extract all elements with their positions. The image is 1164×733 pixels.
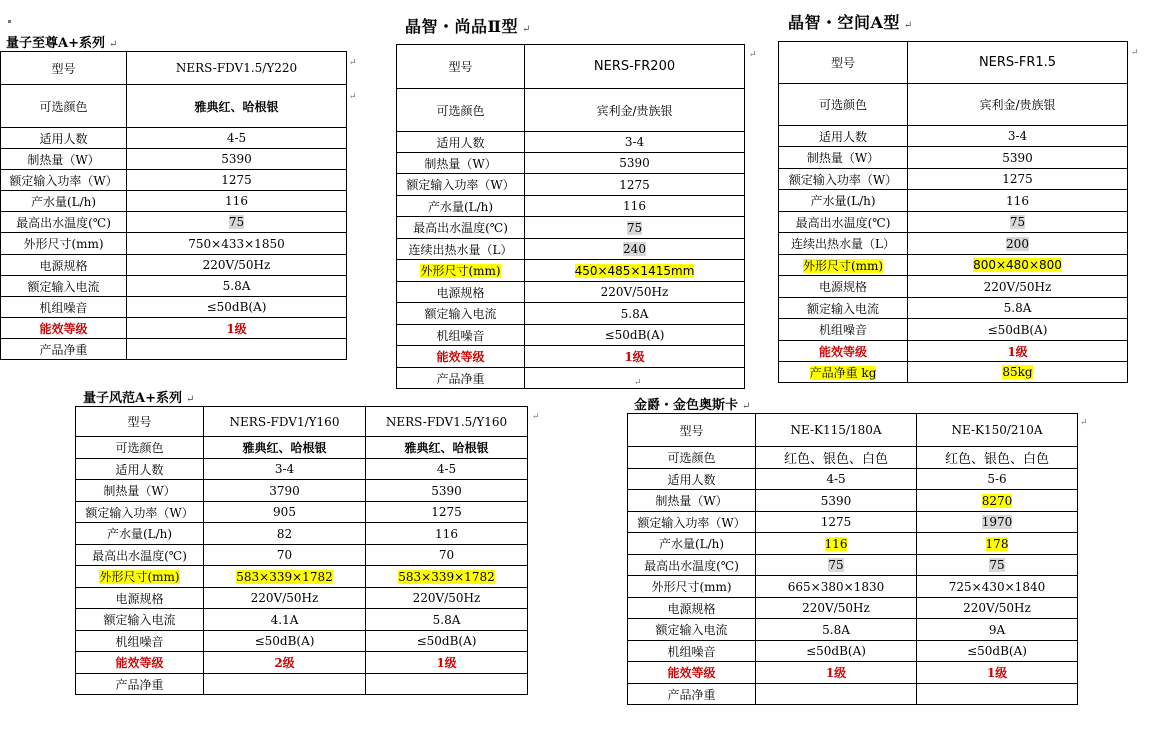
- cell: 3790: [204, 480, 366, 502]
- cell: 5390: [127, 149, 347, 170]
- row-label: 额定输入电流: [779, 298, 908, 319]
- row-label: 机组噪音: [1, 297, 127, 318]
- table-row: [76, 674, 528, 695]
- cell: NERS-FDV1.5/Y220: [127, 52, 347, 85]
- row-label: 制热量（W）: [628, 490, 756, 512]
- cell: [908, 212, 1128, 233]
- row-label-text: 产品净重 kg: [809, 365, 877, 380]
- row-label: 额定输入功率（W）: [76, 502, 204, 523]
- cell: [525, 217, 745, 239]
- table-row: [76, 407, 528, 437]
- cell: 5.8A: [756, 619, 917, 641]
- cell: [204, 566, 366, 588]
- cell: 5390: [908, 147, 1128, 169]
- table2-title: 晶智・尚品Ⅱ型 ↵: [405, 17, 531, 36]
- row-label: 外形尺寸(mm): [1, 233, 127, 255]
- table-row: [397, 153, 745, 174]
- row-label: 可选颜色: [76, 437, 204, 459]
- cell: 220V/50Hz: [204, 588, 366, 609]
- cell: 116: [908, 190, 1128, 212]
- row-label: 额定输入功率（W）: [397, 174, 525, 196]
- paragraph-mark-icon: ↵: [349, 92, 357, 102]
- table-row: [779, 319, 1128, 341]
- table-row: [1, 85, 347, 128]
- cell: [908, 233, 1128, 255]
- table-row: [1, 255, 347, 276]
- row-label: 产水量(L/h): [628, 533, 756, 555]
- row-label: 电源规格: [779, 276, 908, 298]
- row-label: 适用人数: [1, 128, 127, 149]
- row-label: 适用人数: [397, 132, 525, 153]
- cell: [127, 339, 347, 360]
- cell: NE-K115/180A: [756, 414, 917, 447]
- cell: 5.8A: [127, 276, 347, 297]
- cell: [756, 684, 917, 705]
- table-row: [628, 555, 1078, 576]
- cell: ≤50dB(A): [127, 297, 347, 318]
- paragraph-mark-icon: ↵: [1131, 48, 1139, 58]
- cell: [366, 566, 528, 588]
- table-row: [779, 190, 1128, 212]
- paragraph-mark-icon: ↵: [749, 50, 757, 60]
- table4: [75, 406, 527, 692]
- row-label: 额定输入功率（W）: [779, 169, 908, 190]
- cell: [204, 674, 366, 695]
- table-row: [76, 631, 528, 652]
- table-row: [779, 255, 1128, 276]
- row-label: [76, 566, 204, 588]
- table-row: [397, 260, 745, 282]
- cell: ≤50dB(A): [366, 631, 528, 652]
- cell: 905: [204, 502, 366, 523]
- table-row: [779, 126, 1128, 147]
- cell: 5.8A: [525, 303, 745, 325]
- cell: 1275: [366, 502, 528, 523]
- table5-title: 金爵・金色奥斯卡 ↵: [634, 398, 751, 413]
- row-label: 可选颜色: [628, 447, 756, 469]
- table-row: [76, 588, 528, 609]
- table-row: [397, 346, 745, 368]
- table1: [0, 51, 346, 357]
- cell: 725×430×1840: [917, 576, 1078, 598]
- table-row: [1, 128, 347, 149]
- cell: NERS-FR1.5: [908, 42, 1128, 84]
- row-label: 能效等级: [779, 341, 908, 362]
- row-label: 额定输入电流: [397, 303, 525, 325]
- cell: 3-4: [525, 132, 745, 153]
- row-label: [779, 255, 908, 276]
- cell: NERS-FDV1/Y160: [204, 407, 366, 437]
- table-row: [1, 276, 347, 297]
- table-row: [628, 598, 1078, 619]
- cell: [366, 674, 528, 695]
- row-label: [397, 260, 525, 282]
- table-row: [628, 576, 1078, 598]
- row-label: 产品净重: [397, 368, 525, 389]
- paragraph-mark-icon: ↵: [1080, 418, 1088, 428]
- cell: 1275: [525, 174, 745, 196]
- cell: 220V/50Hz: [756, 598, 917, 619]
- table-row: [76, 502, 528, 523]
- table-row: [76, 437, 528, 459]
- table-row: [397, 239, 745, 260]
- cell: 220V/50Hz: [525, 282, 745, 303]
- row-label: 机组噪音: [397, 325, 525, 346]
- cell: [525, 260, 745, 282]
- row-label: 额定输入电流: [1, 276, 127, 297]
- table4-title: 量子风范A+系列 ↵: [83, 391, 195, 406]
- row-label: 最高出水温度(℃): [779, 212, 908, 233]
- row-label: 产水量(L/h): [76, 523, 204, 545]
- cell: 1级: [908, 341, 1128, 362]
- cell-value: 178: [985, 536, 1009, 551]
- cell: NERS-FDV1.5/Y160: [366, 407, 528, 437]
- table-row: [397, 132, 745, 153]
- table-row: [397, 368, 745, 389]
- cell: 1级: [127, 318, 347, 339]
- cell: 70: [204, 545, 366, 566]
- table-row: [1, 52, 347, 85]
- cell: 雅典红、哈根银: [127, 85, 347, 128]
- table-row: [628, 533, 1078, 555]
- table-row: [1, 233, 347, 255]
- cell: [525, 239, 745, 260]
- row-label: 型号: [76, 407, 204, 437]
- table-row: [628, 684, 1078, 705]
- cell: [917, 684, 1078, 705]
- table-row: [397, 303, 745, 325]
- row-label: 可选颜色: [397, 89, 525, 132]
- row-label: 适用人数: [628, 469, 756, 490]
- cell-value: 1970: [981, 515, 1013, 529]
- row-label: 适用人数: [779, 126, 908, 147]
- cell: NE-K150/210A: [917, 414, 1078, 447]
- table-row: [76, 652, 528, 674]
- row-label: 制热量（W）: [1, 149, 127, 170]
- cell: 红色、银色、白色: [756, 447, 917, 469]
- cell: ≤50dB(A): [908, 319, 1128, 341]
- cell: [917, 512, 1078, 533]
- row-label-text: 外形尺寸(mm): [99, 570, 180, 584]
- cell-value: 75: [1009, 215, 1026, 229]
- cell: 750×433×1850: [127, 233, 347, 255]
- cell: 3-4: [204, 459, 366, 480]
- row-label: 可选颜色: [1, 85, 127, 128]
- row-label: 制热量（W）: [779, 147, 908, 169]
- cell: 116: [366, 523, 528, 545]
- cell: NERS-FR200: [525, 45, 745, 89]
- table-row: [628, 641, 1078, 662]
- table-row: [779, 298, 1128, 319]
- cell: 4-5: [127, 128, 347, 149]
- row-label: 最高出水温度(℃): [76, 545, 204, 566]
- table-row: [628, 619, 1078, 641]
- row-label: 机组噪音: [779, 319, 908, 341]
- table-row: [76, 609, 528, 631]
- table-row: [397, 174, 745, 196]
- table-row: [76, 459, 528, 480]
- cell-value: 75: [626, 220, 643, 235]
- table-row: [76, 545, 528, 566]
- cell: 220V/50Hz: [908, 276, 1128, 298]
- cell: 5390: [756, 490, 917, 512]
- row-label: 能效等级: [1, 318, 127, 339]
- row-label: 型号: [397, 45, 525, 89]
- table-row: [76, 523, 528, 545]
- cell: 3-4: [908, 126, 1128, 147]
- row-label-text: 外形尺寸(mm): [802, 258, 884, 273]
- table-row: [628, 469, 1078, 490]
- row-label: 额定输入功率（W）: [628, 512, 756, 533]
- cell: 665×380×1830: [756, 576, 917, 598]
- cell-value: 583×339×1782: [398, 569, 495, 584]
- row-label: 型号: [1, 52, 127, 85]
- row-label: 产水量(L/h): [397, 196, 525, 217]
- row-label: 能效等级: [397, 346, 525, 368]
- row-label: 能效等级: [628, 662, 756, 684]
- cell: 1级: [366, 652, 528, 674]
- cell: ≤50dB(A): [204, 631, 366, 652]
- cell: [756, 533, 917, 555]
- row-label: 产品净重: [628, 684, 756, 705]
- cell-value: 450×485×1415mm: [574, 263, 695, 278]
- cell-value: 240: [623, 242, 646, 256]
- cell: 1级: [917, 662, 1078, 684]
- table-row: [779, 212, 1128, 233]
- cell-value: 75: [989, 558, 1005, 572]
- cell: 220V/50Hz: [127, 255, 347, 276]
- row-label: 产品净重: [1, 339, 127, 360]
- cell-value: 116: [824, 536, 848, 551]
- table-row: [779, 233, 1128, 255]
- paragraph-mark-icon: ↵: [349, 58, 357, 68]
- cell: 4-5: [756, 469, 917, 490]
- table-row: [1, 297, 347, 318]
- row-label: [779, 362, 908, 383]
- row-label-text: 外形尺寸(mm): [420, 264, 501, 278]
- cell: 5-6: [917, 469, 1078, 490]
- cell: 宾利金/贵族银: [525, 89, 745, 132]
- row-label: 可选颜色: [779, 84, 908, 126]
- cell: 1275: [756, 512, 917, 533]
- row-label: 制热量（W）: [397, 153, 525, 174]
- cell: 1级: [525, 346, 745, 368]
- anchor-dot-icon: [8, 20, 11, 23]
- row-label: 额定输入电流: [628, 619, 756, 641]
- table-row: [1, 149, 347, 170]
- row-label: 能效等级: [76, 652, 204, 674]
- cell: 116: [127, 191, 347, 212]
- cell-value: 85kg: [1002, 365, 1033, 379]
- row-label: 连续出热水量（L）: [397, 239, 525, 260]
- table-row: [1, 339, 347, 360]
- table5: [627, 413, 1077, 702]
- table-row: [779, 147, 1128, 169]
- paragraph-mark-icon: ↵: [532, 412, 540, 422]
- table-row: [628, 662, 1078, 684]
- cell: [917, 555, 1078, 576]
- row-label: 型号: [628, 414, 756, 447]
- cell: 70: [366, 545, 528, 566]
- table-row: [779, 169, 1128, 190]
- table-row: [76, 480, 528, 502]
- cell-value: 75: [228, 215, 245, 229]
- table-row: [779, 276, 1128, 298]
- cell: 红色、银色、白色: [917, 447, 1078, 469]
- row-label: 机组噪音: [76, 631, 204, 652]
- cell-value: 8270: [981, 493, 1013, 508]
- row-label: 最高出水温度(℃): [1, 212, 127, 233]
- row-label: 连续出热水量（L）: [779, 233, 908, 255]
- table-row: [628, 490, 1078, 512]
- table-row: [397, 196, 745, 217]
- table-row: [397, 282, 745, 303]
- row-label: 产水量(L/h): [1, 191, 127, 212]
- table-row: [628, 512, 1078, 533]
- cell: [908, 255, 1128, 276]
- cell: 雅典红、哈根银: [204, 437, 366, 459]
- cell: [908, 362, 1128, 383]
- paragraph-mark-icon: ↵: [634, 378, 642, 388]
- cell: 82: [204, 523, 366, 545]
- table-row: [628, 414, 1078, 447]
- cell: 4-5: [366, 459, 528, 480]
- table3-title: 晶智・空间A型 ↵: [788, 13, 913, 32]
- table-row: [628, 447, 1078, 469]
- cell: ≤50dB(A): [917, 641, 1078, 662]
- row-label: 额定输入电流: [76, 609, 204, 631]
- cell: 220V/50Hz: [366, 588, 528, 609]
- cell: [917, 490, 1078, 512]
- table-row: [779, 341, 1128, 362]
- row-label: 最高出水温度(℃): [628, 555, 756, 576]
- table-row: [1, 318, 347, 339]
- cell-value: 800×480×800: [973, 258, 1062, 272]
- row-label: 适用人数: [76, 459, 204, 480]
- cell: 9A: [917, 619, 1078, 641]
- row-label: 产品净重: [76, 674, 204, 695]
- table-row: [1, 170, 347, 191]
- row-label: 电源规格: [1, 255, 127, 276]
- cell: 1275: [908, 169, 1128, 190]
- cell: 宾利金/贵族银: [908, 84, 1128, 126]
- table-row: [397, 325, 745, 346]
- cell-value: 200: [1006, 236, 1029, 251]
- row-label: 机组噪音: [628, 641, 756, 662]
- cell-value: 583×339×1782: [236, 569, 333, 584]
- cell: 5.8A: [908, 298, 1128, 319]
- cell: [127, 212, 347, 233]
- row-label: 外形尺寸(mm): [628, 576, 756, 598]
- table-row: [779, 362, 1128, 383]
- table2: [396, 44, 744, 386]
- cell: 4.1A: [204, 609, 366, 631]
- table-row: [1, 212, 347, 233]
- cell: [756, 555, 917, 576]
- cell: 5.8A: [366, 609, 528, 631]
- row-label: 电源规格: [76, 588, 204, 609]
- table-row: [397, 45, 745, 89]
- row-label: 电源规格: [628, 598, 756, 619]
- cell: 116: [525, 196, 745, 217]
- row-label: 最高出水温度(℃): [397, 217, 525, 239]
- cell: 5390: [366, 480, 528, 502]
- cell: 220V/50Hz: [917, 598, 1078, 619]
- cell: ≤50dB(A): [525, 325, 745, 346]
- cell: 1275: [127, 170, 347, 191]
- table-row: [779, 42, 1128, 84]
- table1-title: 量子至尊A+系列 ↵: [6, 36, 118, 51]
- table-row: [397, 217, 745, 239]
- table-row: [1, 191, 347, 212]
- row-label: 产水量(L/h): [779, 190, 908, 212]
- table-row: [397, 89, 745, 132]
- cell: 5390: [525, 153, 745, 174]
- row-label: 型号: [779, 42, 908, 84]
- row-label: 额定输入功率（W）: [1, 170, 127, 191]
- cell-value: 75: [828, 558, 844, 572]
- cell: 2级: [204, 652, 366, 674]
- cell: [917, 533, 1078, 555]
- cell: 雅典红、哈根银: [366, 437, 528, 459]
- table3: [778, 41, 1127, 380]
- row-label: 制热量（W）: [76, 480, 204, 502]
- cell: ≤50dB(A): [756, 641, 917, 662]
- table-row: [779, 84, 1128, 126]
- row-label: 电源规格: [397, 282, 525, 303]
- table-row: [76, 566, 528, 588]
- cell: 1级: [756, 662, 917, 684]
